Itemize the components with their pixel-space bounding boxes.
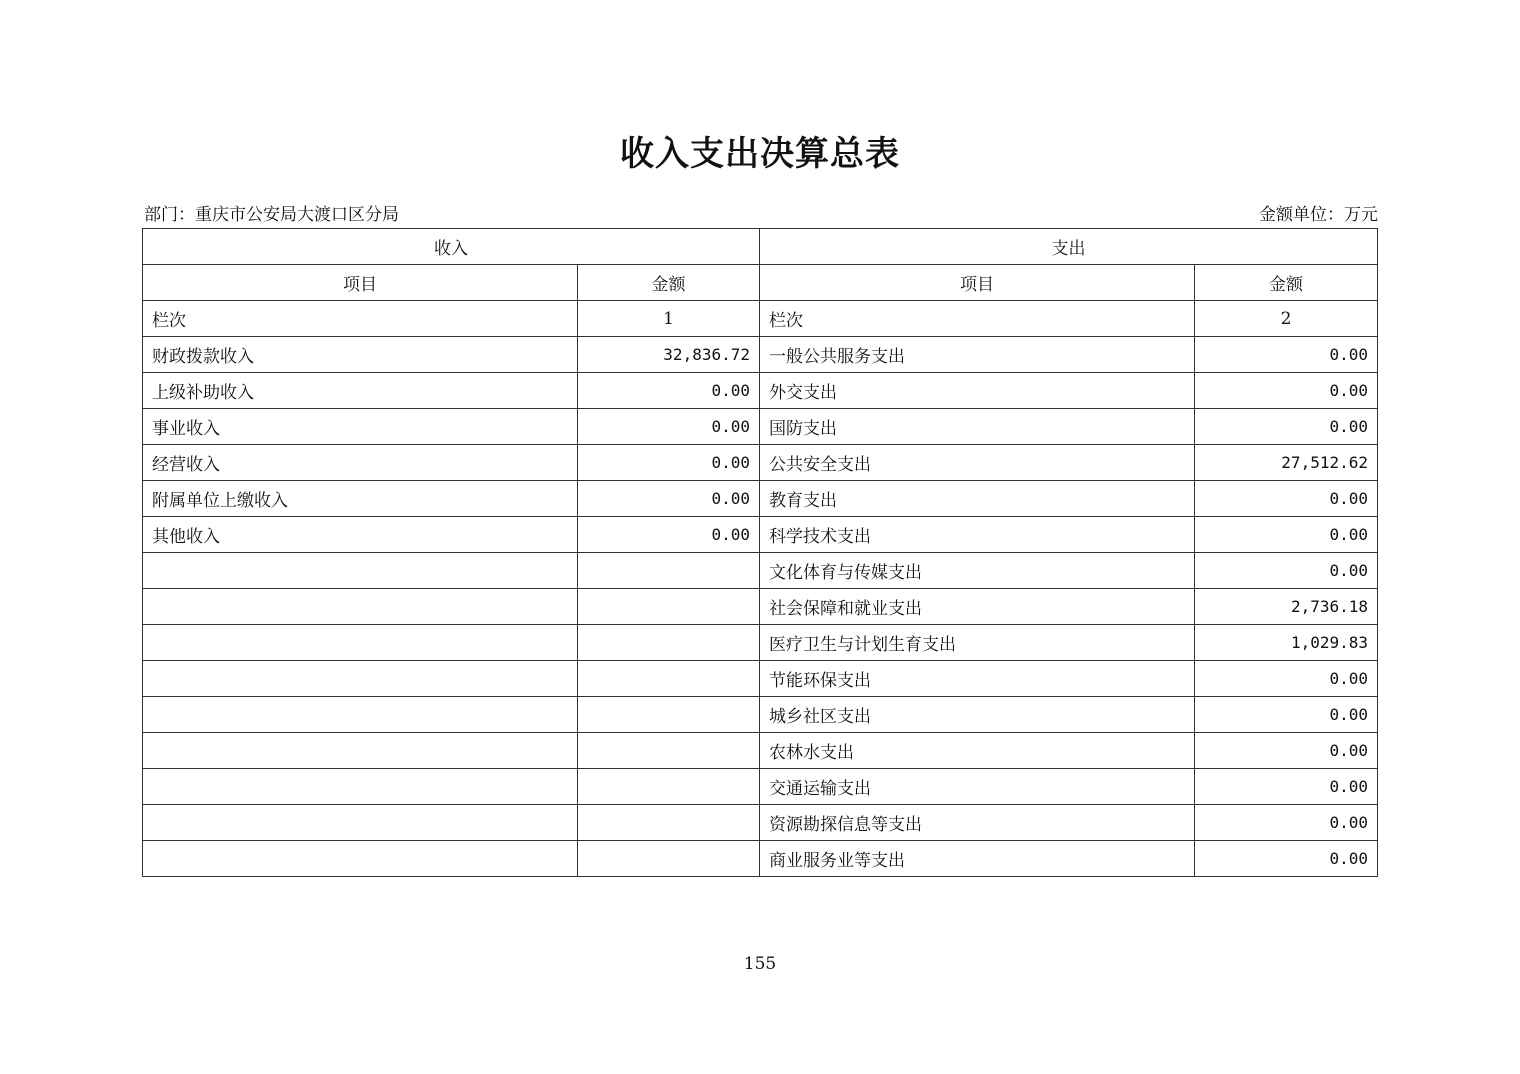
expense-item-cell: 资源勘探信息等支出 [760, 805, 1195, 841]
expense-amount-cell: 0.00 [1195, 553, 1378, 589]
expense-column-number: 2 [1195, 301, 1378, 337]
income-item-cell [143, 625, 578, 661]
expense-amount-cell: 0.00 [1195, 517, 1378, 553]
expense-amount-cell: 0.00 [1195, 661, 1378, 697]
table-row [143, 373, 1378, 409]
income-amount-header: 金额 [578, 265, 760, 301]
table-row [143, 445, 1378, 481]
expense-item-cell: 城乡社区支出 [760, 697, 1195, 733]
income-item-cell [143, 553, 578, 589]
table-row [143, 841, 1378, 877]
expense-amount-cell: 0.00 [1195, 697, 1378, 733]
income-amount-cell [578, 553, 760, 589]
income-column-number: 1 [578, 301, 760, 337]
department-label: 部门：重庆市公安局大渡口区分局 [144, 205, 399, 225]
column-header-row [143, 265, 1378, 301]
table-row [143, 697, 1378, 733]
table-row [143, 481, 1378, 517]
summary-table [142, 228, 1378, 877]
expense-amount-cell: 0.00 [1195, 733, 1378, 769]
income-amount-cell: 0.00 [578, 445, 760, 481]
income-item-header: 项目 [143, 265, 578, 301]
table-row [143, 517, 1378, 553]
income-item-cell [143, 733, 578, 769]
expense-amount-cell: 0.00 [1195, 373, 1378, 409]
income-amount-cell: 32,836.72 [578, 337, 760, 373]
table-row [143, 553, 1378, 589]
expense-item-cell: 科学技术支出 [760, 517, 1195, 553]
expense-amount-header: 金额 [1195, 265, 1378, 301]
income-amount-cell: 0.00 [578, 373, 760, 409]
expense-amount-cell: 0.00 [1195, 769, 1378, 805]
income-item-cell: 其他收入 [143, 517, 578, 553]
page-number: 155 [743, 954, 777, 974]
income-item-cell: 事业收入 [143, 409, 578, 445]
column-number-row [143, 301, 1378, 337]
income-amount-cell [578, 661, 760, 697]
expense-item-cell: 国防支出 [760, 409, 1195, 445]
income-amount-cell [578, 805, 760, 841]
income-amount-cell: 0.00 [578, 409, 760, 445]
table-row [143, 805, 1378, 841]
income-item-cell: 上级补助收入 [143, 373, 578, 409]
income-amount-cell [578, 697, 760, 733]
expense-header: 支出 [760, 229, 1378, 265]
expense-amount-cell: 0.00 [1195, 841, 1378, 877]
table-row [143, 409, 1378, 445]
income-item-cell [143, 769, 578, 805]
expense-amount-cell: 0.00 [1195, 481, 1378, 517]
expense-amount-cell: 1,029.83 [1195, 625, 1378, 661]
income-column-label: 栏次 [143, 301, 578, 337]
expense-item-cell: 外交支出 [760, 373, 1195, 409]
table-row [143, 769, 1378, 805]
expense-item-cell: 医疗卫生与计划生育支出 [760, 625, 1195, 661]
table-row [143, 625, 1378, 661]
income-amount-cell: 0.00 [578, 481, 760, 517]
income-amount-cell [578, 841, 760, 877]
expense-amount-cell: 27,512.62 [1195, 445, 1378, 481]
income-item-cell [143, 697, 578, 733]
section-header-row [143, 229, 1378, 265]
expense-item-cell: 商业服务业等支出 [760, 841, 1195, 877]
income-amount-cell [578, 769, 760, 805]
meta-line [144, 203, 1378, 227]
income-amount-cell [578, 589, 760, 625]
expense-item-cell: 文化体育与传媒支出 [760, 553, 1195, 589]
expense-item-cell: 教育支出 [760, 481, 1195, 517]
income-item-cell: 附属单位上缴收入 [143, 481, 578, 517]
expense-item-header: 项目 [760, 265, 1195, 301]
income-item-cell: 经营收入 [143, 445, 578, 481]
income-amount-cell [578, 733, 760, 769]
income-item-cell [143, 841, 578, 877]
table-row [143, 337, 1378, 373]
expense-column-label: 栏次 [760, 301, 1195, 337]
expense-item-cell: 节能环保支出 [760, 661, 1195, 697]
expense-amount-cell: 0.00 [1195, 805, 1378, 841]
income-item-cell: 财政拨款收入 [143, 337, 578, 373]
income-item-cell [143, 589, 578, 625]
expense-item-cell: 一般公共服务支出 [760, 337, 1195, 373]
income-header: 收入 [143, 229, 760, 265]
expense-amount-cell: 0.00 [1195, 409, 1378, 445]
expense-item-cell: 交通运输支出 [760, 769, 1195, 805]
expense-amount-cell: 2,736.18 [1195, 589, 1378, 625]
page-title: 收入支出决算总表 [620, 134, 900, 174]
table-row [143, 661, 1378, 697]
expense-amount-cell: 0.00 [1195, 337, 1378, 373]
expense-item-cell: 社会保障和就业支出 [760, 589, 1195, 625]
table-row [143, 733, 1378, 769]
unit-label: 金额单位：万元 [1259, 205, 1378, 225]
income-amount-cell: 0.00 [578, 517, 760, 553]
expense-item-cell: 公共安全支出 [760, 445, 1195, 481]
expense-item-cell: 农林水支出 [760, 733, 1195, 769]
income-item-cell [143, 661, 578, 697]
table-row [143, 589, 1378, 625]
income-item-cell [143, 805, 578, 841]
income-amount-cell [578, 625, 760, 661]
